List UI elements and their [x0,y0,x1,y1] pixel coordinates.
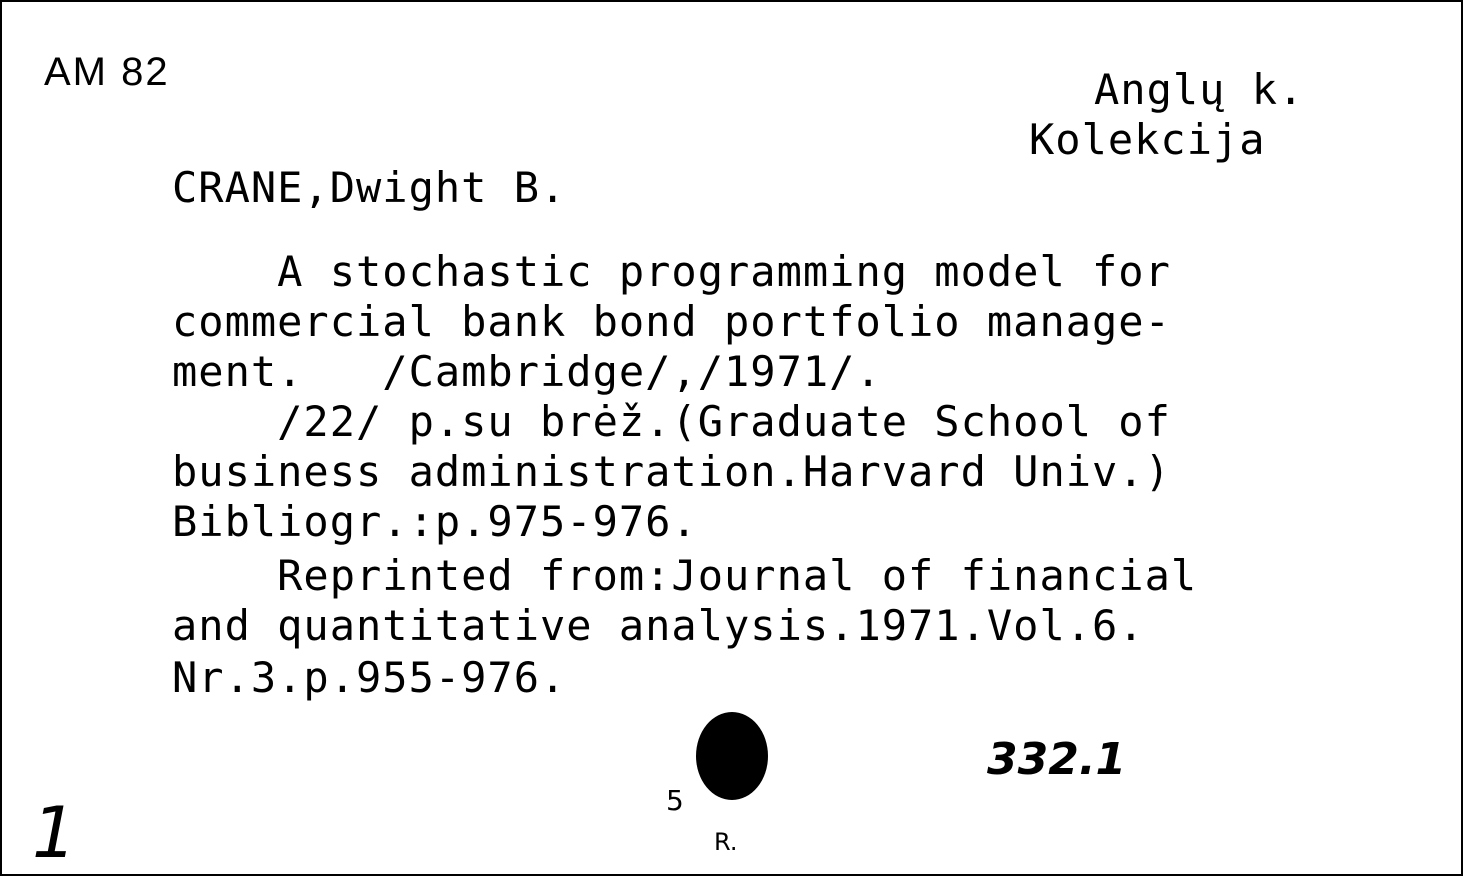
description-line: Bibliogr.:p.975-976. [172,497,698,546]
handwritten-r: R. [714,828,738,856]
description-line: and quantitative analysis.1971.Vol.6. [172,601,1145,650]
description-line: business administration.Harvard Univ.) [172,447,1171,496]
collection-label: Kolekcija [1029,115,1266,164]
language-label: Anglų k. [1094,65,1305,114]
punch-hole [696,712,768,800]
description-line: ment. /Cambridge/,/1971/. [172,347,882,396]
class-number: 332.1 [987,734,1127,785]
description-line: A stochastic programming model for [172,247,1171,296]
handwritten-number: 1 [32,792,77,874]
description-line: Nr.3.p.955-976. [172,653,567,702]
description-line: /22/ p.su brėž.(Graduate School of [172,397,1171,446]
description-line: Reprinted from:Journal of financial [172,551,1198,600]
description-line: commercial bank bond portfolio manage- [172,297,1171,346]
shelf-mark: AM 82 [44,50,170,94]
handwritten-five: 5 [666,784,684,817]
author-heading: CRANE,Dwight B. [172,163,567,212]
